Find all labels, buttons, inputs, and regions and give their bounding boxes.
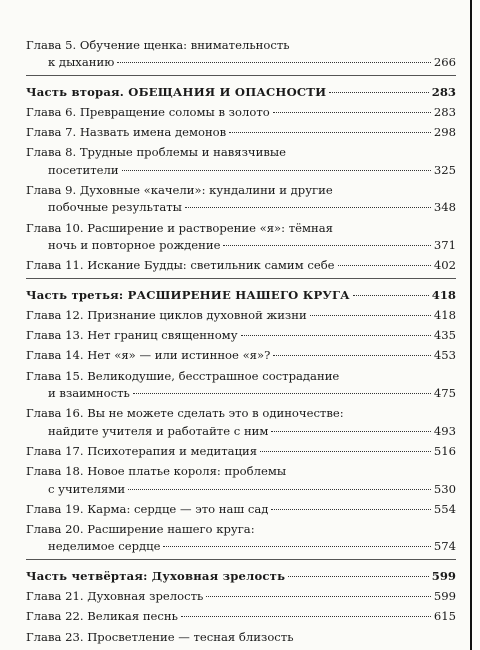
toc-page-number: 516: [433, 443, 456, 458]
part-divider: [26, 75, 456, 76]
toc-entry-line: [26, 501, 456, 518]
toc-entry-line: [26, 463, 456, 480]
toc-entry-line: [26, 307, 456, 324]
toc-entry-line: [26, 199, 456, 216]
toc-entry-line: [26, 37, 456, 54]
toc-entry: [26, 629, 456, 646]
dot-leader: [122, 170, 431, 171]
dot-leader: [310, 315, 431, 316]
toc-entry: [26, 307, 456, 324]
toc-entry: [26, 608, 456, 625]
toc-entry-title: и взаимность: [48, 386, 130, 401]
toc-page-number: 599: [433, 589, 456, 604]
toc-page-number: 298: [433, 125, 456, 140]
toc-entry-title: Глава 15. Великодушие, бесстрашное сострадание: [26, 368, 340, 383]
toc-page-number: 283: [431, 84, 456, 99]
toc-entry-title: Глава 18. Новое платье короля: проблемы: [26, 464, 287, 479]
toc-page-number: 283: [433, 104, 456, 119]
dot-leader: [185, 207, 431, 208]
toc-entry-title: Глава 7. Назвать имена демонов: [26, 125, 227, 140]
toc-page-number: 402: [433, 258, 456, 273]
toc-entry-line: [26, 347, 456, 364]
toc-part-heading: [26, 84, 456, 101]
toc-entry-line: [26, 104, 456, 121]
dot-leader: [128, 489, 431, 490]
toc-entry-title: Глава 11. Искание Будды: светильник самим себе: [26, 258, 335, 273]
toc-entry-line: [26, 443, 456, 460]
dot-leader: [338, 265, 431, 266]
toc-entry-title: Глава 9. Духовные «качели»: кундалини и другие: [26, 183, 333, 198]
dot-leader: [163, 546, 430, 547]
toc-entry-title: с учителями: [48, 481, 126, 496]
toc-entry-line: [26, 568, 456, 585]
toc-entry: [26, 405, 456, 440]
table-of-contents: [26, 37, 456, 649]
toc-entry-title: Часть третья: РАСШИРЕНИЕ НАШЕГО КРУГА: [26, 287, 350, 302]
toc-entry: [26, 104, 456, 121]
toc-entry-line: [26, 538, 456, 555]
toc-entry-line: [26, 629, 456, 646]
toc-entry: [26, 501, 456, 518]
toc-entry-title: побочные результаты: [48, 200, 182, 215]
toc-entry-line: [26, 481, 456, 498]
toc-entry-line: [26, 608, 456, 625]
toc-entry-line: [26, 144, 456, 161]
toc-entry: [26, 257, 456, 274]
toc-entry-title: Глава 20. Расширение нашего круга:: [26, 522, 255, 537]
toc-page-number: 418: [433, 307, 456, 322]
dot-leader: [273, 112, 431, 113]
toc-entry-title: Глава 5. Обучение щенка: внимательность: [26, 38, 290, 52]
toc-entry-title: к дыханию: [48, 55, 115, 70]
toc-entry-title: неделимое сердце: [48, 539, 161, 554]
toc-entry-title: найдите учителя и работайте с ним: [48, 423, 269, 438]
toc-entry: [26, 182, 456, 217]
toc-page-number: 475: [433, 386, 456, 401]
toc-page-number: 493: [433, 423, 456, 438]
toc-entry-line: [26, 220, 456, 237]
toc-entry-line: [26, 54, 456, 71]
dot-leader: [288, 576, 429, 577]
toc-entry: [26, 347, 456, 364]
toc-entry: [26, 521, 456, 556]
toc-entry-line: [26, 162, 456, 179]
dot-leader: [223, 245, 430, 246]
toc-page-number: 266: [433, 55, 456, 70]
toc-entry-line: [26, 368, 456, 385]
toc-entry-title: Часть вторая. ОБЕЩАНИЯ И ОПАСНОСТИ: [26, 84, 327, 99]
toc-entry-line: [26, 588, 456, 605]
dot-leader: [241, 335, 431, 336]
toc-entry: [26, 443, 456, 460]
toc-page-number: 435: [433, 328, 456, 343]
toc-entry-title: ночь и повторное рождение: [48, 237, 221, 252]
toc-entry-title: Глава 12. Признание циклов духовной жизни: [26, 307, 307, 322]
toc-entry-title: Часть четвёртая: Духовная зрелость: [26, 568, 286, 583]
toc-entry: [26, 463, 456, 498]
toc-entry-line: [26, 423, 456, 440]
toc-page-number: 554: [433, 501, 456, 516]
toc-part-heading: [26, 568, 456, 585]
dot-leader: [329, 92, 429, 93]
dot-leader: [181, 616, 431, 617]
toc-entry-title: Глава 14. Нет «я» — или истинное «я»?: [26, 348, 271, 363]
toc-entry-line: [26, 405, 456, 422]
toc-entry-title: Глава 23. Просветление — тесная близость: [26, 629, 294, 644]
toc-entry-title: Глава 16. Вы не можете сделать это в одиночестве:: [26, 406, 344, 421]
toc-entry-line: [26, 257, 456, 274]
toc-entry-title: Глава 10. Расширение и растворение «я»: тёмная: [26, 220, 333, 235]
toc-entry-line: [26, 182, 456, 199]
toc-page-number: 615: [433, 609, 456, 624]
toc-entry-title: посетители: [48, 162, 119, 177]
toc-entry: [26, 144, 456, 179]
dot-leader: [260, 451, 431, 452]
dot-leader: [133, 393, 431, 394]
toc-page-number: 348: [433, 200, 456, 215]
toc-entry-line: [26, 327, 456, 344]
toc-entry-line: [26, 237, 456, 254]
toc-entry-title: Глава 21. Духовная зрелость: [26, 589, 204, 604]
part-divider: [26, 278, 456, 279]
toc-entry-title: Глава 13. Нет границ священному: [26, 328, 238, 343]
toc-entry: [26, 588, 456, 605]
toc-entry-title: Глава 8. Трудные проблемы и навязчивые: [26, 145, 286, 160]
toc-entry-line: [26, 287, 456, 304]
dot-leader: [273, 355, 431, 356]
toc-entry-line: [26, 521, 456, 538]
dot-leader: [206, 596, 431, 597]
dot-leader: [271, 431, 430, 432]
toc-page-number: 418: [431, 287, 456, 302]
toc-entry-line: [26, 84, 456, 101]
page-edge: [470, 0, 472, 650]
toc-page-number: 325: [433, 162, 456, 177]
toc-entry-line: [26, 124, 456, 141]
dot-leader: [353, 295, 429, 296]
toc-entry-title: Глава 19. Карма: сердце — это наш сад: [26, 501, 269, 516]
toc-page-number: 599: [431, 568, 456, 583]
toc-entry-title: Глава 6. Превращение соломы в золото: [26, 104, 270, 119]
toc-page-number: 530: [433, 481, 456, 496]
dot-leader: [229, 132, 431, 133]
toc-entry: [26, 327, 456, 344]
toc-entry: [26, 220, 456, 255]
toc-entry: [26, 124, 456, 141]
toc-entry-title: Глава 22. Великая песнь: [26, 609, 178, 624]
dot-leader: [271, 509, 430, 510]
toc-entry: [26, 368, 456, 403]
toc-entry-title: Глава 17. Психотерапия и медитация: [26, 443, 258, 458]
toc-page-number: 371: [433, 237, 456, 252]
toc-part-heading: [26, 287, 456, 304]
toc-page-number: 453: [433, 348, 456, 363]
toc-entry: [26, 37, 456, 72]
toc-entry-line: [26, 385, 456, 402]
part-divider: [26, 559, 456, 560]
toc-page-number: 574: [433, 539, 456, 554]
dot-leader: [117, 62, 431, 63]
